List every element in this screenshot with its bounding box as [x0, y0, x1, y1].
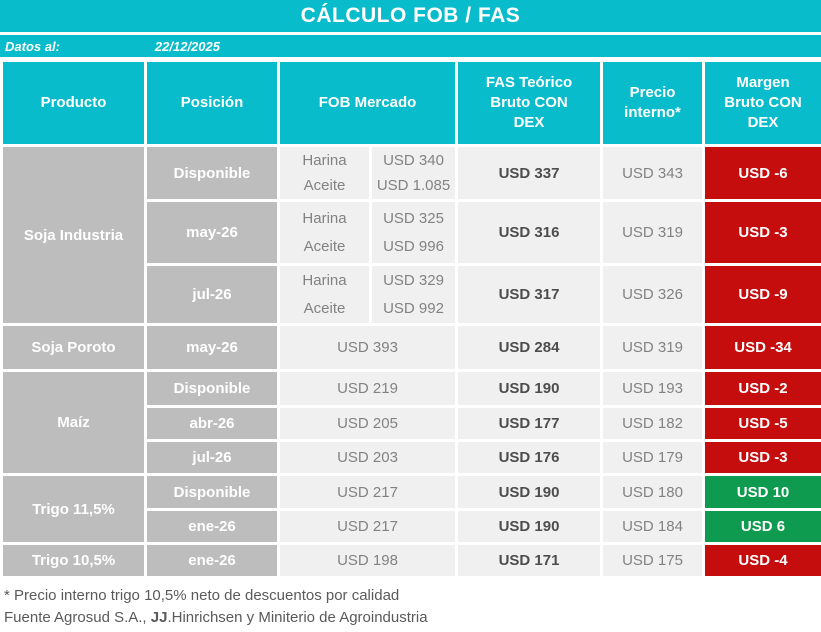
precio-cell: USD 343 [602, 146, 704, 201]
fob-label-cell: Harina Aceite [302, 209, 347, 255]
fob-cell: USD 198 [279, 544, 457, 578]
fas-cell: USD 284 [457, 325, 602, 371]
margen-cell: USD -5 [704, 407, 821, 441]
table-row [2, 371, 821, 407]
margen-cell: USD -9 [704, 265, 821, 325]
margen-cell: USD 10 [704, 475, 821, 510]
margen-cell: USD -2 [704, 371, 821, 407]
fob-cell: USD 217 [279, 475, 457, 510]
fob-value-cell: USD 325 USD 996 [383, 209, 444, 255]
fob-value-cell: USD 329 USD 992 [383, 271, 444, 317]
margen-cell: USD 6 [704, 510, 821, 544]
fob-cell: USD 217 [279, 510, 457, 544]
fas-cell: USD 190 [457, 371, 602, 407]
product-cell: Soja Industria [2, 146, 146, 325]
position-cell: may-26 [146, 325, 279, 371]
meta-label: Datos al: [5, 38, 60, 54]
column-header-fob: FOB Mercado [279, 61, 457, 146]
margen-cell: USD -6 [704, 146, 821, 201]
fob-fas-table [0, 59, 821, 579]
product-cell: Maíz [2, 371, 146, 475]
fas-cell: USD 190 [457, 475, 602, 510]
position-cell: ene-26 [146, 544, 279, 578]
margen-cell: USD -3 [704, 201, 821, 265]
table-header-row [2, 61, 821, 146]
column-header-producto: Producto [2, 61, 146, 146]
fas-cell: USD 176 [457, 441, 602, 475]
precio-cell: USD 319 [602, 325, 704, 371]
fas-cell: USD 190 [457, 510, 602, 544]
precio-cell: USD 319 [602, 201, 704, 265]
fas-cell: USD 317 [457, 265, 602, 325]
precio-cell: USD 180 [602, 475, 704, 510]
column-header-fas: FAS Teórico Bruto CON DEX [457, 61, 602, 146]
source-line: Fuente Agrosud S.A., JJ.Hinrichsen y Miniterio de Agroindustria [4, 609, 428, 626]
margen-cell: USD -34 [704, 325, 821, 371]
position-cell: Disponible [146, 146, 279, 201]
table-row [2, 544, 821, 578]
column-header-precio: Precio interno* [602, 61, 704, 146]
fob-cell: USD 219 [279, 371, 457, 407]
table-row [2, 325, 821, 371]
position-cell: jul-26 [146, 441, 279, 475]
footnote-line: * Precio interno trigo 10,5% neto de descuentos por calidad [4, 587, 400, 604]
product-cell: Trigo 11,5% [2, 475, 146, 544]
precio-cell: USD 326 [602, 265, 704, 325]
fas-cell: USD 316 [457, 201, 602, 265]
fas-cell: USD 177 [457, 407, 602, 441]
precio-cell: USD 184 [602, 510, 704, 544]
fas-cell: USD 337 [457, 146, 602, 201]
position-cell: Disponible [146, 475, 279, 510]
fob-cell: USD 203 [279, 441, 457, 475]
margen-cell: USD -4 [704, 544, 821, 578]
position-cell: may-26 [146, 201, 279, 265]
table-row [2, 146, 821, 201]
fob-label-cell: Harina Aceite [302, 271, 347, 317]
fob-cell: USD 205 [279, 407, 457, 441]
fob-value-cell: USD 340 USD 1.085 [376, 152, 451, 194]
page-title: CÁLCULO FOB / FAS [0, 0, 821, 32]
column-header-posicion: Posición [146, 61, 279, 146]
table-row [2, 475, 821, 510]
position-cell: ene-26 [146, 510, 279, 544]
position-cell: Disponible [146, 371, 279, 407]
column-header-margen: Margen Bruto CON DEX [704, 61, 821, 146]
fob-cell: USD 393 [279, 325, 457, 371]
product-cell: Trigo 10,5% [2, 544, 146, 578]
precio-cell: USD 179 [602, 441, 704, 475]
fob-label-cell: Harina Aceite [302, 152, 347, 194]
product-cell: Soja Poroto [2, 325, 146, 371]
meta-date: 22/12/2025 [154, 38, 220, 54]
position-cell: abr-26 [146, 407, 279, 441]
meta-bar [0, 35, 821, 57]
footnotes [0, 579, 821, 629]
precio-cell: USD 193 [602, 371, 704, 407]
precio-cell: USD 182 [602, 407, 704, 441]
fas-cell: USD 171 [457, 544, 602, 578]
position-cell: jul-26 [146, 265, 279, 325]
precio-cell: USD 175 [602, 544, 704, 578]
margen-cell: USD -3 [704, 441, 821, 475]
